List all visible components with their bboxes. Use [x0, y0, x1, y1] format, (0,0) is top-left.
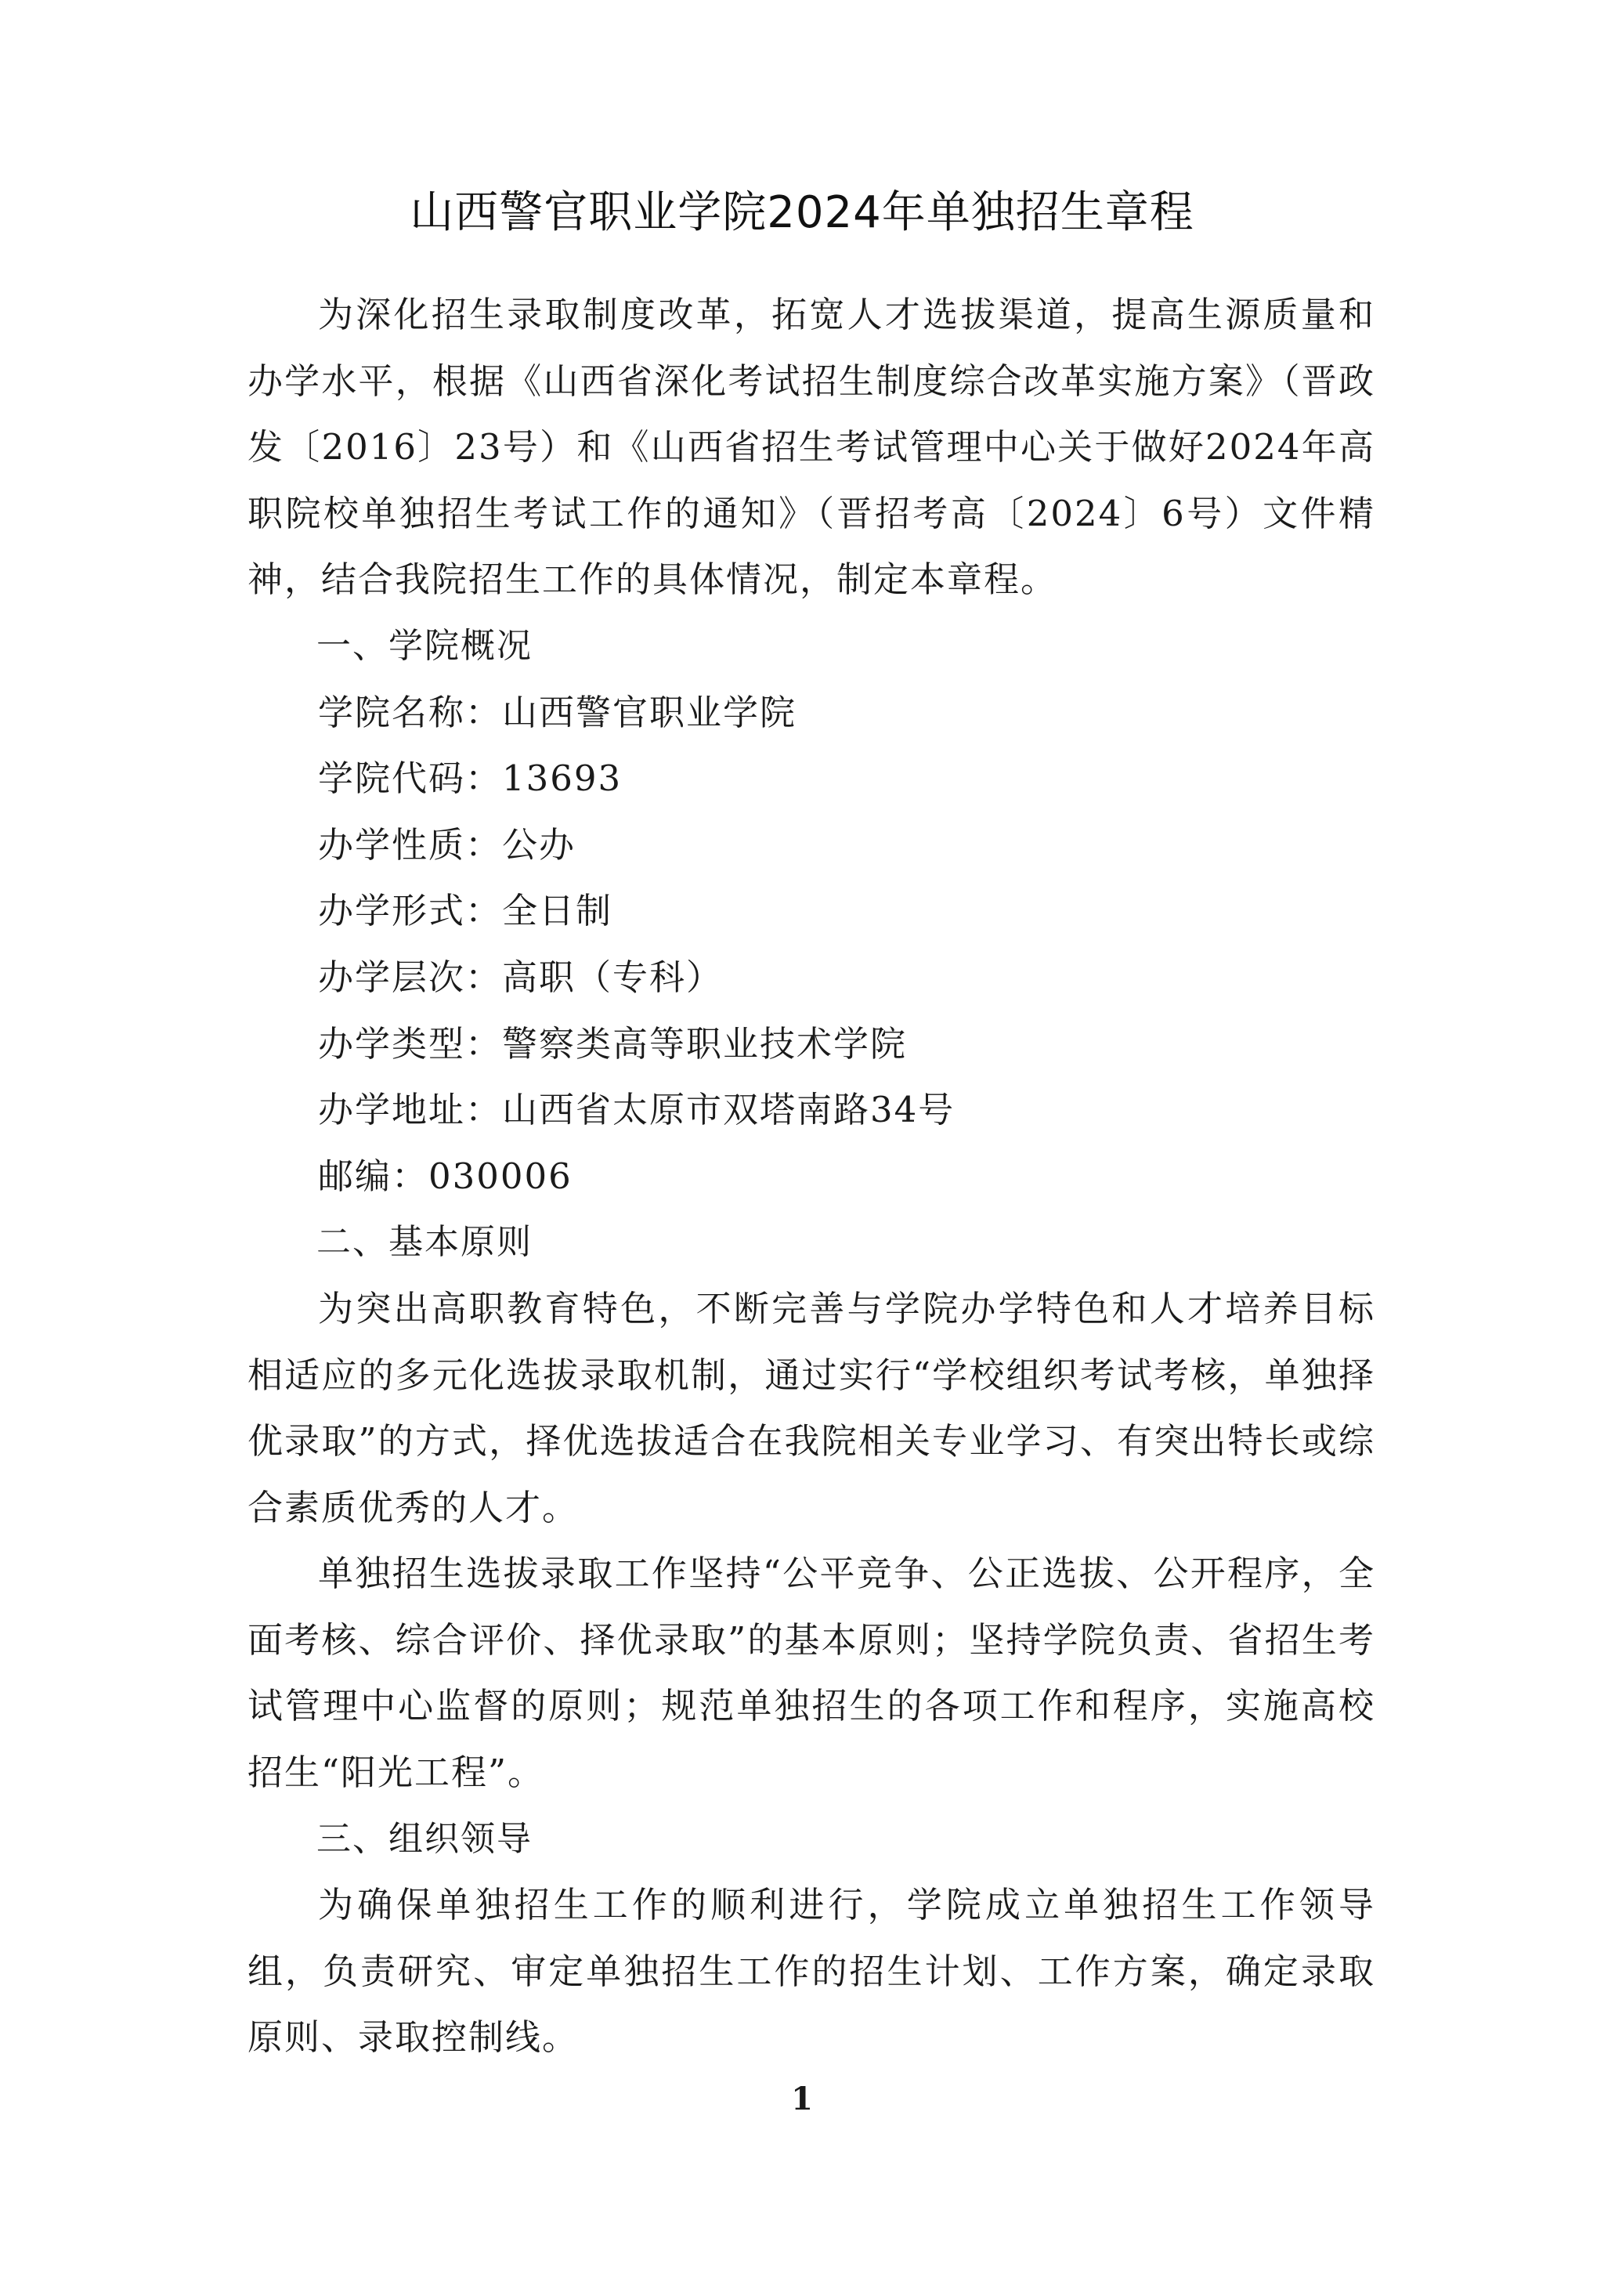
- principles-paragraph-2: 单独招生选拔录取工作坚持“公平竞争、公正选拔、公开程序，全面考核、综合评价、择优录取”的基本原则；坚持学院负责、省招生考试管理中心监督的原则；规范单独招生的各项工作和程序，实施高校招生“阳光工程”。: [247, 1553, 1375, 1794]
- info-item-form: 办学形式：全日制: [318, 890, 613, 932]
- info-item-level: 办学层次：高职（专科）: [318, 956, 724, 998]
- section-heading-principles: 二、基本原则: [316, 1222, 533, 1263]
- info-item-type: 办学类型：警察类高等职业技术学院: [318, 1022, 908, 1065]
- leadership-paragraph-1: 为确保单独招生工作的顺利进行，学院成立单独招生工作领导组，负责研究、审定单独招生工作的招生计划、工作方案，确定录取原则、录取控制线。: [247, 1884, 1375, 2059]
- info-item-address: 办学地址：山西省太原市双塔南路34号: [318, 1089, 956, 1131]
- info-item-code: 学院代码：13693: [318, 757, 623, 800]
- document-title: 山西警官职业学院2024年单独招生章程: [410, 187, 1194, 238]
- info-item-nature: 办学性质：公办: [318, 823, 576, 866]
- info-item-name: 学院名称：山西警官职业学院: [318, 691, 797, 733]
- info-item-postcode: 邮编：030006: [318, 1155, 573, 1197]
- document-body: [247, 282, 1375, 2071]
- principles-paragraph-1: 为突出高职教育特色，不断完善与学院办学特色和人才培养目标相适应的多元化选拔录取机制，通过实行“学校组织考试考核，单独择优录取”的方式，择优选拔适合在我院相关专业学习、有突出特长或综合素质优秀的人才。: [247, 1287, 1375, 1528]
- section-heading-overview: 一、学院概况: [316, 625, 533, 666]
- section-heading-leadership: 三、组织领导: [316, 1818, 533, 1859]
- intro-paragraph: 为深化招生录取制度改革，拓宽人才选拔渠道，提高生源质量和办学水平，根据《山西省深化考试招生制度综合改革实施方案》（晋政发〔2016〕23号）和《山西省招生考试管理中心关于做好2024年高职院校单独招生考试工作的通知》（晋招考高〔2024〕6号）文件精神，结合我院招生工作的具体情况，制定本章程。: [247, 294, 1375, 601]
- page-number: 1: [791, 2081, 813, 2117]
